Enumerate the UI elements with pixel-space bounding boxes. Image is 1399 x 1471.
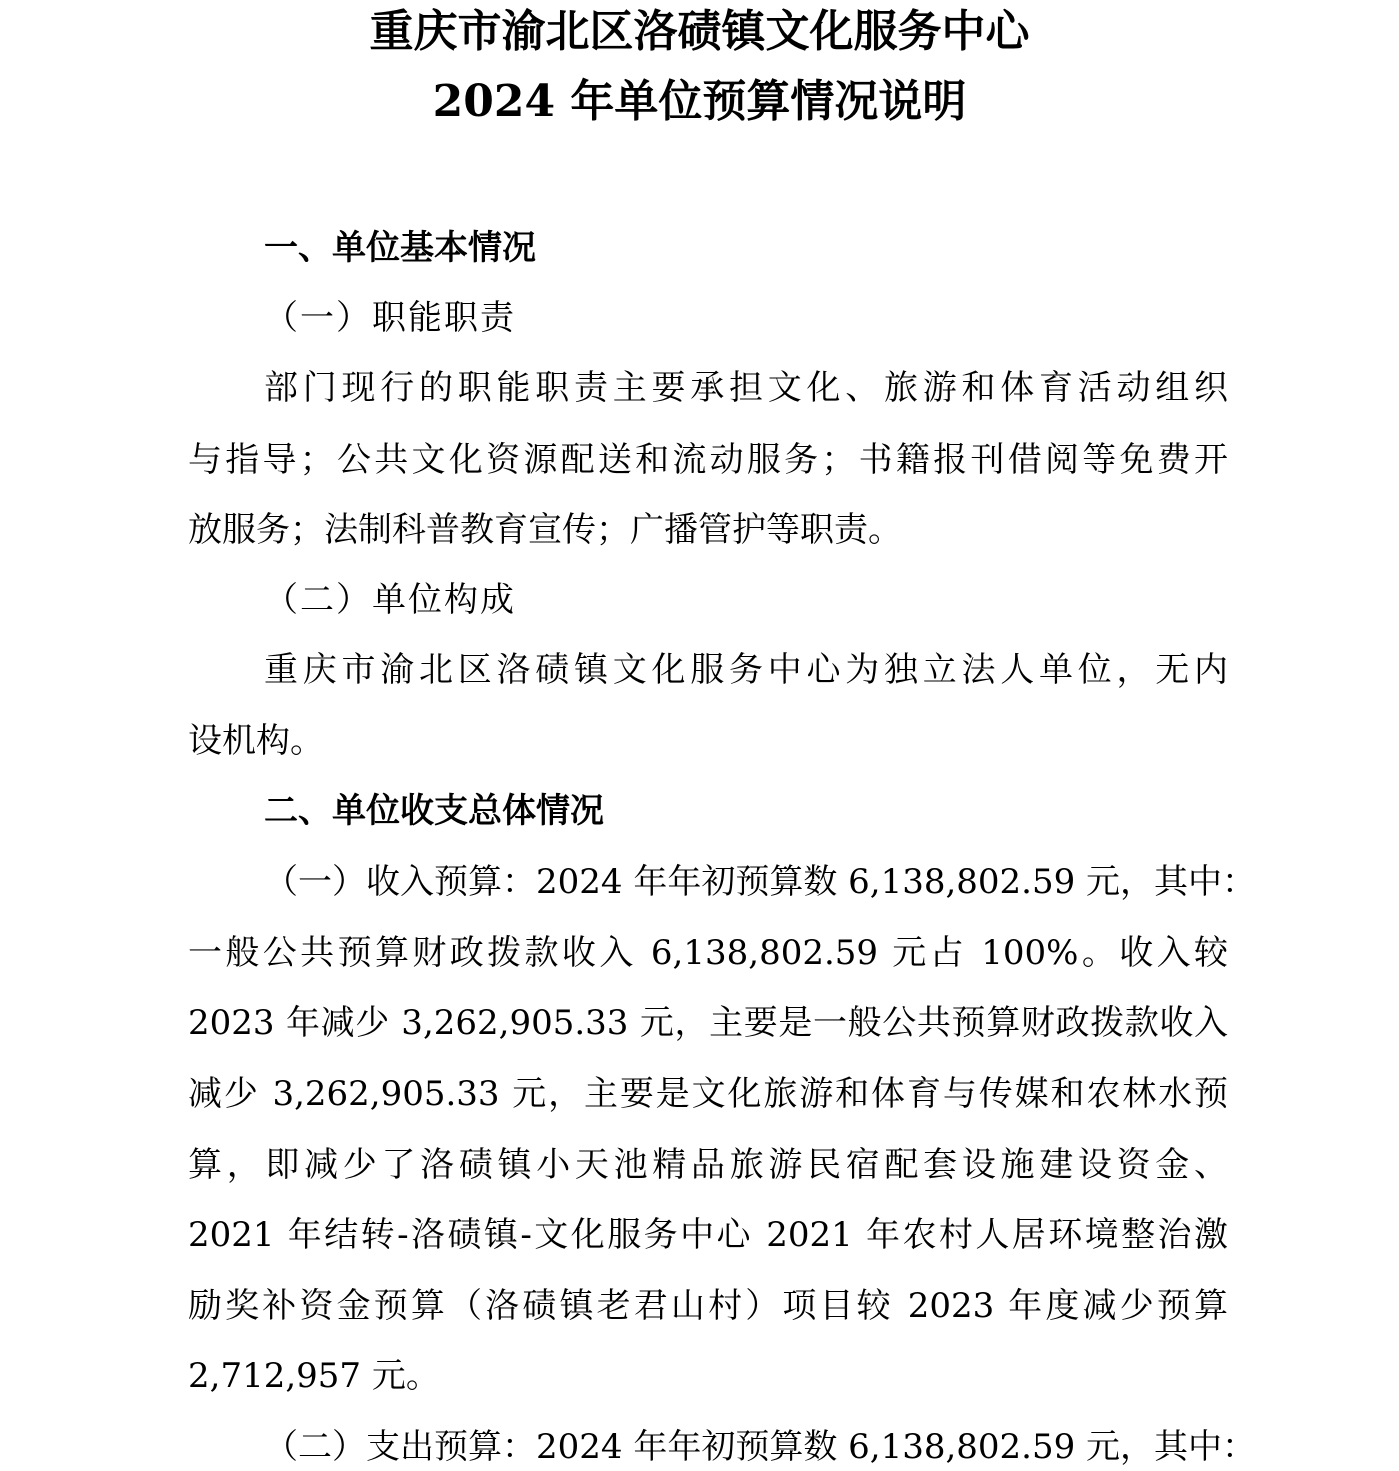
paragraph-line: 部门现行的职能职责主要承担文化、旅游和体育活动组织	[264, 368, 1228, 408]
paragraph-line: 设机构。	[188, 721, 324, 761]
paragraph-line: 放服务；法制科普教育宣传；广播管护等职责。	[188, 510, 902, 550]
document-title: 重庆市渝北区洛碛镇文化服务中心	[369, 6, 1030, 57]
paragraph-line: 2021 年结转-洛碛镇-文化服务中心 2021 年农村人居环境整治激	[188, 1215, 1228, 1255]
paragraph-line: 重庆市渝北区洛碛镇文化服务中心为独立法人单位，无内	[264, 650, 1228, 690]
document-subtitle: 2024 年单位预算情况说明	[432, 76, 967, 127]
section-heading-basic-info: 一、单位基本情况	[264, 228, 536, 268]
paragraph-line: （二）支出预算：2024 年年初预算数 6,138,802.59 元，其中：	[264, 1427, 1257, 1467]
paragraph-line: （一）收入预算：2024 年年初预算数 6,138,802.59 元，其中：	[264, 862, 1257, 902]
subsection-heading-structure: （二）单位构成	[264, 580, 516, 620]
paragraph-line: 减少 3,262,905.33 元，主要是文化旅游和体育与传媒和农林水预	[188, 1074, 1228, 1114]
section-heading-budget-overview: 二、单位收支总体情况	[264, 791, 604, 831]
paragraph-line: 励奖补资金预算（洛碛镇老君山村）项目较 2023 年度减少预算	[188, 1286, 1228, 1326]
paragraph-line: 2023 年减少 3,262,905.33 元，主要是一般公共预算财政拨款收入	[188, 1003, 1228, 1043]
paragraph-line: 与指导；公共文化资源配送和流动服务；书籍报刊借阅等免费开	[188, 440, 1228, 480]
paragraph-line: 一般公共预算财政拨款收入 6,138,802.59 元占 100%。收入较	[188, 933, 1228, 973]
subsection-heading-functions: （一）职能职责	[264, 298, 516, 338]
paragraph-line: 算，即减少了洛碛镇小天池精品旅游民宿配套设施建设资金、	[188, 1145, 1228, 1185]
paragraph-line: 2,712,957 元。	[188, 1356, 440, 1396]
